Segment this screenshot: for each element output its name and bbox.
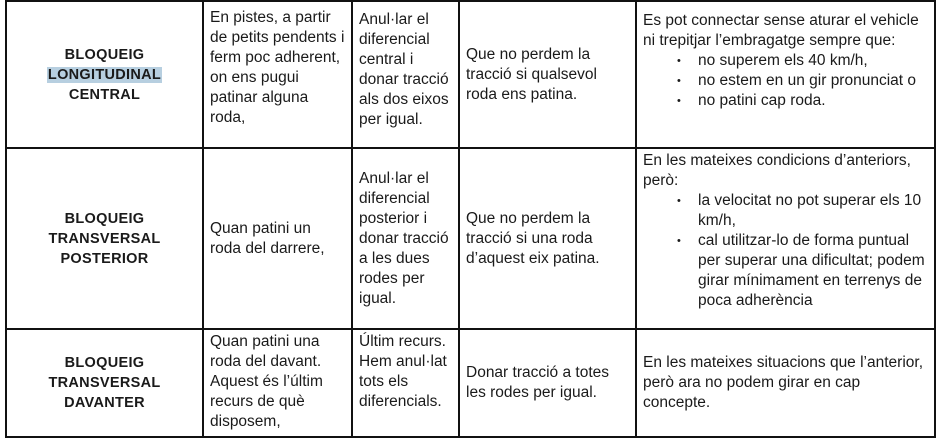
lock-type-cell (6, 1, 203, 148)
lock-type-line: BLOQUEIG (64, 210, 145, 227)
conditions-cell (636, 148, 935, 329)
table-row (6, 329, 935, 437)
lock-type-line: TRANSVERSAL (48, 230, 161, 247)
conditions-intro: En les mateixes situacions que l’anterior, però ara no podem girar en cap concepte. (643, 354, 924, 411)
lock-type-line: POSTERIOR (60, 250, 149, 267)
when-cell: En pistes, a partir de petits pendents i ferm poc adherent, on ens pugui patinar alguna roda, (203, 1, 352, 148)
condition-item: • no estem en un gir pronunciat o (677, 71, 928, 91)
conditions-intro: En les mateixes condicions d’anteriors, però: (643, 152, 911, 189)
how-cell: Últim recurs. Hem anul·lat tots els diferencials. (352, 329, 459, 437)
when-cell: Quan patini una roda del davant. Aquest és l’últim recurs de què disposem, (203, 329, 352, 437)
table-row (6, 148, 935, 329)
differential-lock-table (5, 0, 936, 438)
conditions-intro: Es pot connectar sense aturar el vehicle ni trepitjar l’embragatge sempre que: (643, 12, 919, 49)
conditions-cell (636, 329, 935, 437)
lock-type-cell (6, 329, 203, 437)
table-row (6, 1, 935, 148)
purpose-cell: Que no perdem la tracció si qualsevol roda ens patina. (459, 1, 636, 148)
conditions-cell (636, 1, 935, 148)
condition-item: • no patini cap roda. (677, 91, 928, 111)
how-cell: Anul·lar el diferencial central i donar tracció als dos eixos per igual. (352, 1, 459, 148)
when-cell: Quan patini un roda del darrere, (203, 148, 352, 329)
lock-type-line: BLOQUEIG (64, 46, 145, 63)
lock-type-line: TRANSVERSAL (48, 375, 161, 391)
lock-type-line: CENTRAL (68, 86, 141, 103)
lock-type-line: BLOQUEIG (64, 355, 145, 371)
conditions-list (643, 51, 928, 111)
condition-item: • la velocitat no pot superar els 10 km/h, (677, 191, 928, 231)
condition-item: • no superem els 40 km/h, (677, 51, 928, 71)
purpose-cell: Donar tracció a totes les rodes per igual. (459, 329, 636, 437)
highlighted-lock-type-line: LONGITUDINAL (47, 66, 162, 83)
conditions-list (643, 191, 928, 311)
condition-item: • cal utilitzar-lo de forma puntual per superar una dificultat; podem girar mínimament en terrenys de poca adherència (677, 231, 928, 311)
lock-type-cell (6, 148, 203, 329)
lock-type-line: DAVANTER (64, 395, 145, 411)
how-cell: Anul·lar el diferencial posterior i donar tracció a les dues rodes per igual. (352, 148, 459, 329)
purpose-cell: Que no perdem la tracció si una roda d’aquest eix patina. (459, 148, 636, 329)
